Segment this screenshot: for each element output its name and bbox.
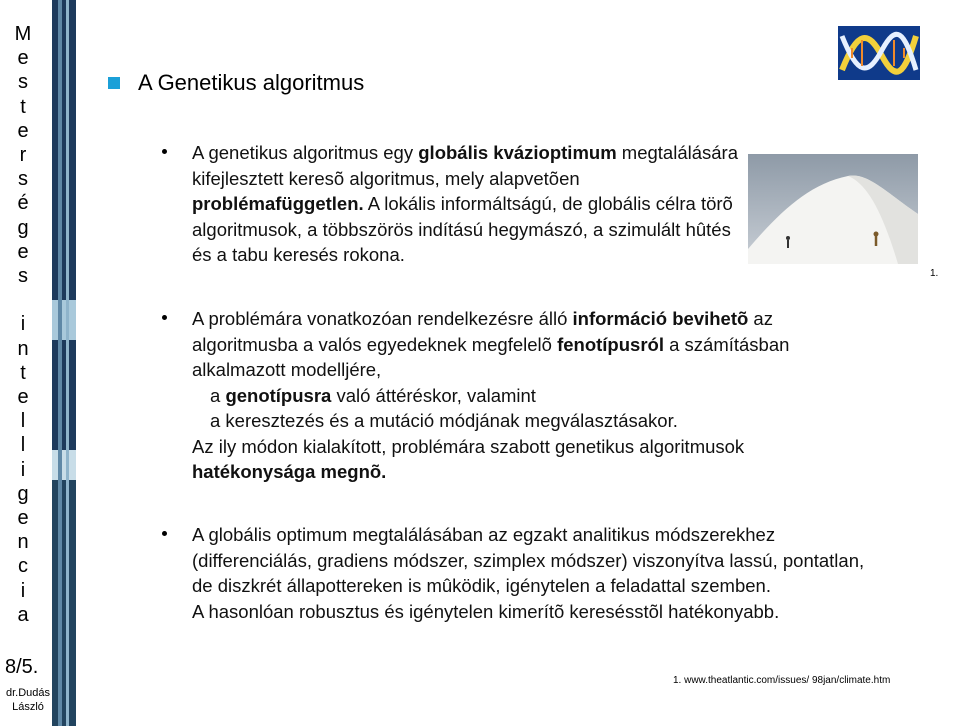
side-title xyxy=(10,22,36,627)
bullet1-text: A genetikus algoritmus egy xyxy=(192,142,419,163)
side-title-letter: M xyxy=(14,23,32,45)
bullet-dot-icon xyxy=(162,149,167,154)
bar-dark xyxy=(52,480,76,726)
side-title-letter: e xyxy=(17,507,29,530)
side-title-letter: i xyxy=(20,458,26,481)
side-title-letter: t xyxy=(20,361,26,384)
bullet2-text-3: a számításban alkalmazott modelljére, xyxy=(192,333,790,380)
side-title-letter: l xyxy=(20,410,26,433)
side-title-letter: t xyxy=(20,95,26,118)
bullet-item-2 xyxy=(192,306,872,485)
bullet2-sub-bold: genotípusra xyxy=(225,384,332,406)
side-title-letter: n xyxy=(17,337,29,360)
bullet2-bold-2: fenotípusról xyxy=(557,333,664,355)
bullet2-subline-2: a keresztezés és a mutáció módjának megválasztásakor. xyxy=(210,410,678,431)
author-name: dr.Dudás xyxy=(6,687,51,699)
bullet2-sub-text: a xyxy=(210,384,226,406)
side-title-letter: i xyxy=(20,579,26,602)
side-title-letter: n xyxy=(17,531,29,554)
footnote-marker: 1. xyxy=(930,268,939,279)
side-title-letter: g xyxy=(17,216,29,239)
side-title-letter: g xyxy=(17,482,29,505)
bullet1-text-3: A lokális informáltságú, de globális célra törõ algoritmusok, a többszörös indítású hegymászó, a szimulált hûtés és a tabu keresés rokona. xyxy=(192,193,733,265)
heading-bullet-icon xyxy=(108,77,120,89)
bullet1-bold-2: problémafüggetlen. xyxy=(192,193,364,214)
bar-stripe xyxy=(58,0,62,726)
bullet2-bold-1: információ bevihetõ xyxy=(572,308,749,329)
author xyxy=(6,686,50,714)
side-title-letter: c xyxy=(18,555,28,578)
slide-heading xyxy=(108,70,364,96)
bar-light xyxy=(52,300,76,340)
page-number: 8/5. xyxy=(5,656,39,678)
bullet1-bold-1: globális kvázioptimum xyxy=(418,142,617,163)
side-title-letter: e xyxy=(17,119,29,142)
bullet2-text-2: az algoritmusba a valós egyedeknek megfelelõ xyxy=(192,308,773,355)
decorative-bars xyxy=(52,0,76,726)
heading-text: A Genetikus algoritmus xyxy=(138,70,365,95)
side-title-letter xyxy=(10,288,36,312)
side-title-letter: e xyxy=(17,47,29,70)
side-title-letter: a xyxy=(17,603,29,626)
side-title-letter: s xyxy=(18,71,28,94)
bullet-item-3 xyxy=(192,522,882,624)
side-title-letter: s xyxy=(18,265,28,288)
bullet2-bold-3: hatékonysága megnõ. xyxy=(192,461,387,482)
side-title-letter: s xyxy=(18,168,28,191)
footnote-source: 1. www.theatlantic.com/issues/ 98jan/climate.htm xyxy=(673,675,891,686)
author-given-name: László xyxy=(12,701,44,713)
bullet2-sub-text-2: való áttéréskor, valamint xyxy=(331,384,536,406)
bullet2-para-1 xyxy=(192,306,872,383)
bullet2-para-2 xyxy=(192,434,872,485)
bullet2-subline-1 xyxy=(192,383,872,409)
bullet-dot-icon xyxy=(162,315,167,320)
bar-dark xyxy=(52,0,76,300)
dna-helix-logo-icon xyxy=(838,26,920,80)
bullet-dot-icon xyxy=(162,531,167,536)
side-title-letter: e xyxy=(17,240,29,263)
bullet2-text: A problémára vonatkozóan rendelkezésre álló xyxy=(192,308,573,329)
bullet-item-1 xyxy=(192,140,752,268)
bullet2-text-4: Az ily módon kialakított, problémára szabott genetikus algoritmusok xyxy=(192,435,745,457)
bullet1-text-2: megtalálására kifejlesztett keresõ algoritmus, mely alapvetõen xyxy=(192,142,738,189)
side-title-letter: l xyxy=(20,434,26,457)
snowy-hill-photo-icon xyxy=(748,154,918,264)
bar-dark xyxy=(52,340,76,450)
bar-light xyxy=(52,450,76,480)
side-title-letter: r xyxy=(19,144,27,167)
bullet3-para-1: A globális optimum megtalálásában az egzakt analitikus módszerekhez (differenciálás, gradiens módszer, szimplex módszer) viszonyítva lassú, pontatlan, de diszkrét állapottereken is mûködik, igénytelen a feladattal szemben. xyxy=(192,524,865,596)
bar-stripe xyxy=(66,0,69,726)
side-title-letter: é xyxy=(17,192,29,215)
bullet3-para-2: A hasonlóan robusztus és igénytelen kimerítõ keresésstõl hatékonyabb. xyxy=(192,600,780,622)
side-title-letter: e xyxy=(17,386,29,409)
side-title-letter: i xyxy=(20,313,26,336)
